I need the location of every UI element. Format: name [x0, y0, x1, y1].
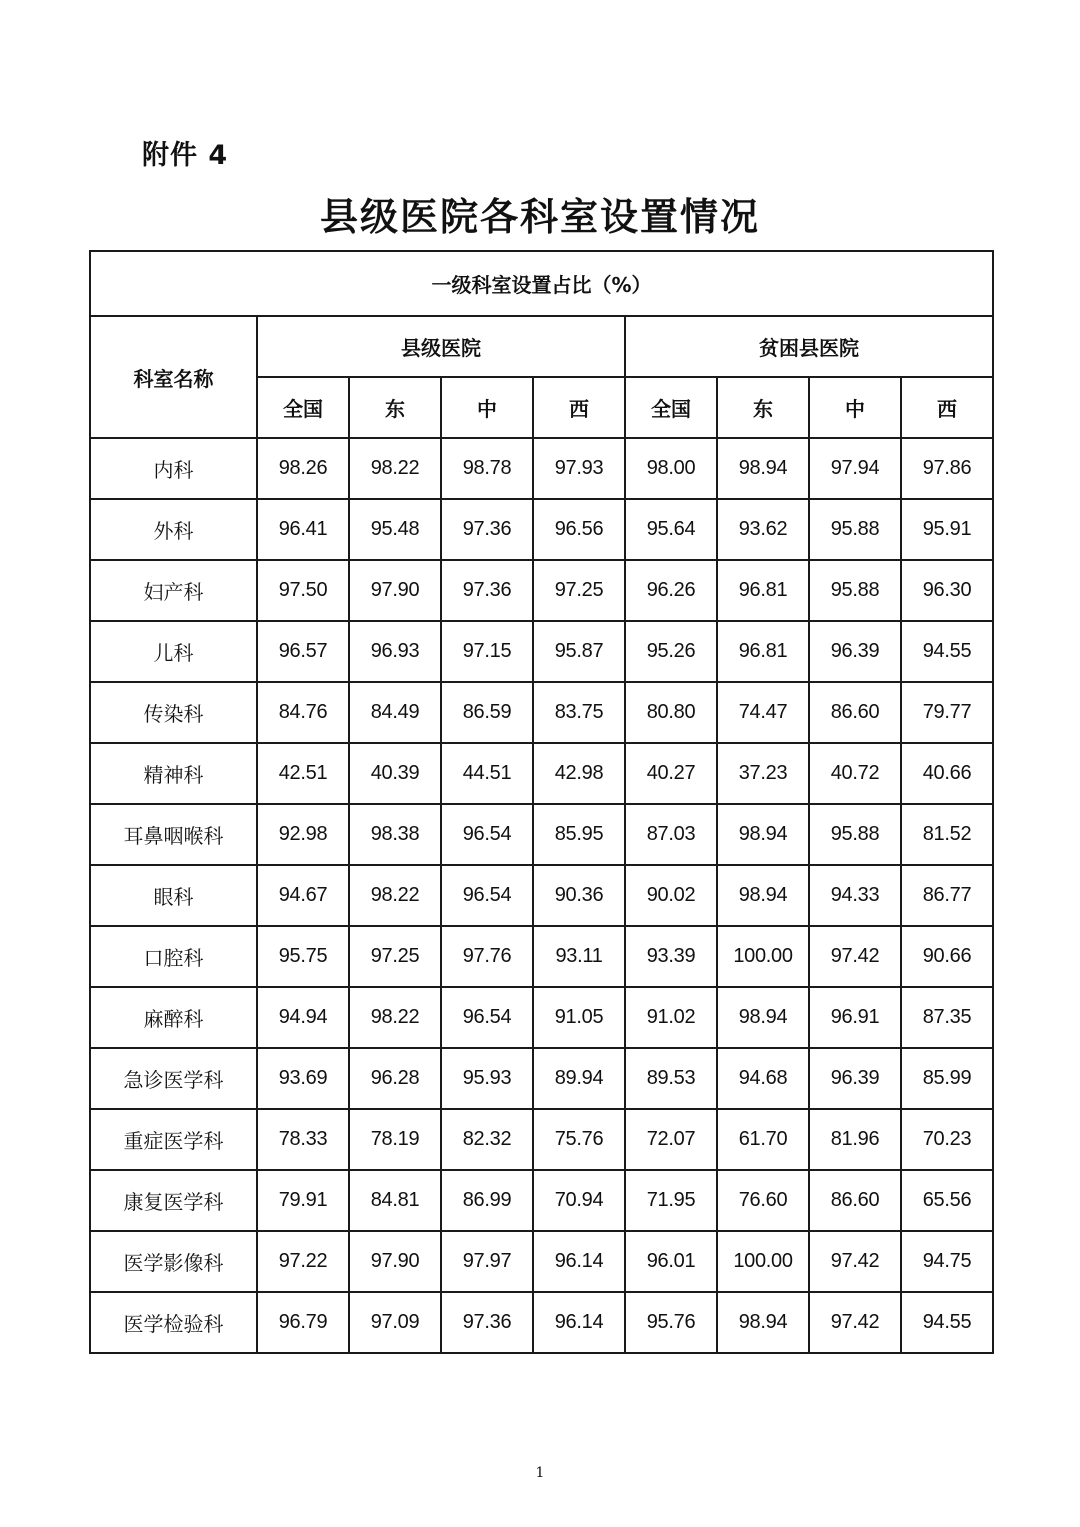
value-cell: 96.54: [441, 987, 533, 1048]
region-header: 西: [901, 377, 993, 438]
value-cell: 96.54: [441, 804, 533, 865]
table-row: [90, 1292, 993, 1353]
value-cell: 94.75: [901, 1231, 993, 1292]
value-cell: 92.98: [257, 804, 349, 865]
value-cell: 97.93: [533, 438, 625, 499]
value-cell: 96.54: [441, 865, 533, 926]
region-header: 全国: [625, 377, 717, 438]
table-row: [90, 1231, 993, 1292]
table-row: [90, 804, 993, 865]
region-header: 中: [809, 377, 901, 438]
value-cell: 87.03: [625, 804, 717, 865]
value-cell: 96.14: [533, 1292, 625, 1353]
value-cell: 95.88: [809, 560, 901, 621]
document-title: 县级医院各科室设置情况: [319, 195, 760, 239]
value-cell: 94.55: [901, 621, 993, 682]
value-cell: 98.94: [717, 1292, 809, 1353]
value-cell: 96.56: [533, 499, 625, 560]
value-cell: 91.02: [625, 987, 717, 1048]
value-cell: 97.90: [349, 560, 441, 621]
table-row: [90, 1109, 993, 1170]
department-name-cell: 急诊医学科: [90, 1048, 257, 1109]
region-header: 东: [717, 377, 809, 438]
table-row: [90, 1048, 993, 1109]
department-name-cell: 口腔科: [90, 926, 257, 987]
value-cell: 97.25: [533, 560, 625, 621]
value-cell: 98.22: [349, 987, 441, 1048]
page-number: 1: [535, 1465, 545, 1481]
value-cell: 81.52: [901, 804, 993, 865]
value-cell: 100.00: [717, 1231, 809, 1292]
table-row: [90, 682, 993, 743]
value-cell: 98.22: [349, 865, 441, 926]
region-header: 西: [533, 377, 625, 438]
table-row: [90, 499, 993, 560]
value-cell: 40.39: [349, 743, 441, 804]
value-cell: 40.27: [625, 743, 717, 804]
value-cell: 72.07: [625, 1109, 717, 1170]
value-cell: 97.50: [257, 560, 349, 621]
value-cell: 95.75: [257, 926, 349, 987]
value-cell: 78.19: [349, 1109, 441, 1170]
value-cell: 96.14: [533, 1231, 625, 1292]
value-cell: 79.91: [257, 1170, 349, 1231]
value-cell: 65.56: [901, 1170, 993, 1231]
value-cell: 75.76: [533, 1109, 625, 1170]
value-cell: 96.41: [257, 499, 349, 560]
value-cell: 84.76: [257, 682, 349, 743]
header-row-top: [90, 251, 993, 316]
value-cell: 94.68: [717, 1048, 809, 1109]
table-row: [90, 1170, 993, 1231]
region-header: 东: [349, 377, 441, 438]
value-cell: 96.26: [625, 560, 717, 621]
value-cell: 97.25: [349, 926, 441, 987]
value-cell: 98.94: [717, 987, 809, 1048]
value-cell: 86.60: [809, 682, 901, 743]
value-cell: 40.72: [809, 743, 901, 804]
value-cell: 97.42: [809, 1292, 901, 1353]
value-cell: 97.86: [901, 438, 993, 499]
value-cell: 96.57: [257, 621, 349, 682]
value-cell: 95.48: [349, 499, 441, 560]
attachment-label: 附件 4: [142, 140, 229, 171]
value-cell: 96.79: [257, 1292, 349, 1353]
value-cell: 89.53: [625, 1048, 717, 1109]
region-header: 全国: [257, 377, 349, 438]
value-cell: 97.42: [809, 1231, 901, 1292]
value-cell: 98.78: [441, 438, 533, 499]
value-cell: 93.62: [717, 499, 809, 560]
value-cell: 97.76: [441, 926, 533, 987]
table-row: [90, 865, 993, 926]
value-cell: 97.36: [441, 499, 533, 560]
value-cell: 42.98: [533, 743, 625, 804]
table-row: [90, 743, 993, 804]
table-top-header: 一级科室设置占比（%）: [90, 251, 993, 316]
value-cell: 86.77: [901, 865, 993, 926]
value-cell: 86.59: [441, 682, 533, 743]
value-cell: 70.94: [533, 1170, 625, 1231]
table-row: [90, 621, 993, 682]
value-cell: 80.80: [625, 682, 717, 743]
value-cell: 94.55: [901, 1292, 993, 1353]
value-cell: 90.36: [533, 865, 625, 926]
department-name-cell: 医学检验科: [90, 1292, 257, 1353]
department-name-cell: 妇产科: [90, 560, 257, 621]
dept-name-header: 科室名称: [90, 316, 257, 438]
department-name-cell: 康复医学科: [90, 1170, 257, 1231]
value-cell: 98.94: [717, 865, 809, 926]
value-cell: 76.60: [717, 1170, 809, 1231]
value-cell: 85.99: [901, 1048, 993, 1109]
department-name-cell: 眼科: [90, 865, 257, 926]
value-cell: 96.39: [809, 1048, 901, 1109]
value-cell: 90.66: [901, 926, 993, 987]
poor-county-hospital-header: 贫困县医院: [625, 316, 993, 377]
value-cell: 95.64: [625, 499, 717, 560]
value-cell: 100.00: [717, 926, 809, 987]
value-cell: 79.77: [901, 682, 993, 743]
value-cell: 81.96: [809, 1109, 901, 1170]
value-cell: 97.94: [809, 438, 901, 499]
value-cell: 85.95: [533, 804, 625, 865]
department-name-cell: 重症医学科: [90, 1109, 257, 1170]
value-cell: 96.30: [901, 560, 993, 621]
table-row: [90, 438, 993, 499]
value-cell: 97.90: [349, 1231, 441, 1292]
table-body: [90, 251, 993, 1353]
value-cell: 93.69: [257, 1048, 349, 1109]
value-cell: 95.91: [901, 499, 993, 560]
value-cell: 71.95: [625, 1170, 717, 1231]
value-cell: 82.32: [441, 1109, 533, 1170]
value-cell: 89.94: [533, 1048, 625, 1109]
department-name-cell: 麻醉科: [90, 987, 257, 1048]
value-cell: 97.36: [441, 560, 533, 621]
value-cell: 97.97: [441, 1231, 533, 1292]
region-header: 中: [441, 377, 533, 438]
department-name-cell: 儿科: [90, 621, 257, 682]
value-cell: 40.66: [901, 743, 993, 804]
value-cell: 97.22: [257, 1231, 349, 1292]
value-cell: 95.87: [533, 621, 625, 682]
value-cell: 97.42: [809, 926, 901, 987]
value-cell: 94.94: [257, 987, 349, 1048]
department-name-cell: 内科: [90, 438, 257, 499]
value-cell: 95.76: [625, 1292, 717, 1353]
value-cell: 93.39: [625, 926, 717, 987]
value-cell: 44.51: [441, 743, 533, 804]
value-cell: 84.49: [349, 682, 441, 743]
value-cell: 98.38: [349, 804, 441, 865]
department-table: [89, 250, 994, 1354]
value-cell: 96.01: [625, 1231, 717, 1292]
value-cell: 90.02: [625, 865, 717, 926]
value-cell: 61.70: [717, 1109, 809, 1170]
value-cell: 98.94: [717, 804, 809, 865]
value-cell: 42.51: [257, 743, 349, 804]
value-cell: 96.93: [349, 621, 441, 682]
value-cell: 87.35: [901, 987, 993, 1048]
value-cell: 96.39: [809, 621, 901, 682]
county-hospital-header: 县级医院: [257, 316, 625, 377]
value-cell: 95.26: [625, 621, 717, 682]
value-cell: 83.75: [533, 682, 625, 743]
department-name-cell: 传染科: [90, 682, 257, 743]
department-name-cell: 精神科: [90, 743, 257, 804]
department-name-cell: 耳鼻咽喉科: [90, 804, 257, 865]
value-cell: 94.33: [809, 865, 901, 926]
value-cell: 74.47: [717, 682, 809, 743]
value-cell: 95.88: [809, 804, 901, 865]
department-name-cell: 医学影像科: [90, 1231, 257, 1292]
table-row: [90, 987, 993, 1048]
value-cell: 97.15: [441, 621, 533, 682]
value-cell: 98.00: [625, 438, 717, 499]
value-cell: 86.99: [441, 1170, 533, 1231]
value-cell: 84.81: [349, 1170, 441, 1231]
value-cell: 96.28: [349, 1048, 441, 1109]
value-cell: 91.05: [533, 987, 625, 1048]
value-cell: 96.81: [717, 560, 809, 621]
value-cell: 96.81: [717, 621, 809, 682]
value-cell: 97.36: [441, 1292, 533, 1353]
value-cell: 86.60: [809, 1170, 901, 1231]
table-row: [90, 560, 993, 621]
department-name-cell: 外科: [90, 499, 257, 560]
value-cell: 98.22: [349, 438, 441, 499]
value-cell: 37.23: [717, 743, 809, 804]
value-cell: 96.91: [809, 987, 901, 1048]
value-cell: 98.26: [257, 438, 349, 499]
value-cell: 70.23: [901, 1109, 993, 1170]
value-cell: 97.09: [349, 1292, 441, 1353]
value-cell: 94.67: [257, 865, 349, 926]
header-row-groups: [90, 316, 993, 377]
value-cell: 98.94: [717, 438, 809, 499]
value-cell: 93.11: [533, 926, 625, 987]
value-cell: 95.88: [809, 499, 901, 560]
value-cell: 95.93: [441, 1048, 533, 1109]
table-row: [90, 926, 993, 987]
value-cell: 78.33: [257, 1109, 349, 1170]
